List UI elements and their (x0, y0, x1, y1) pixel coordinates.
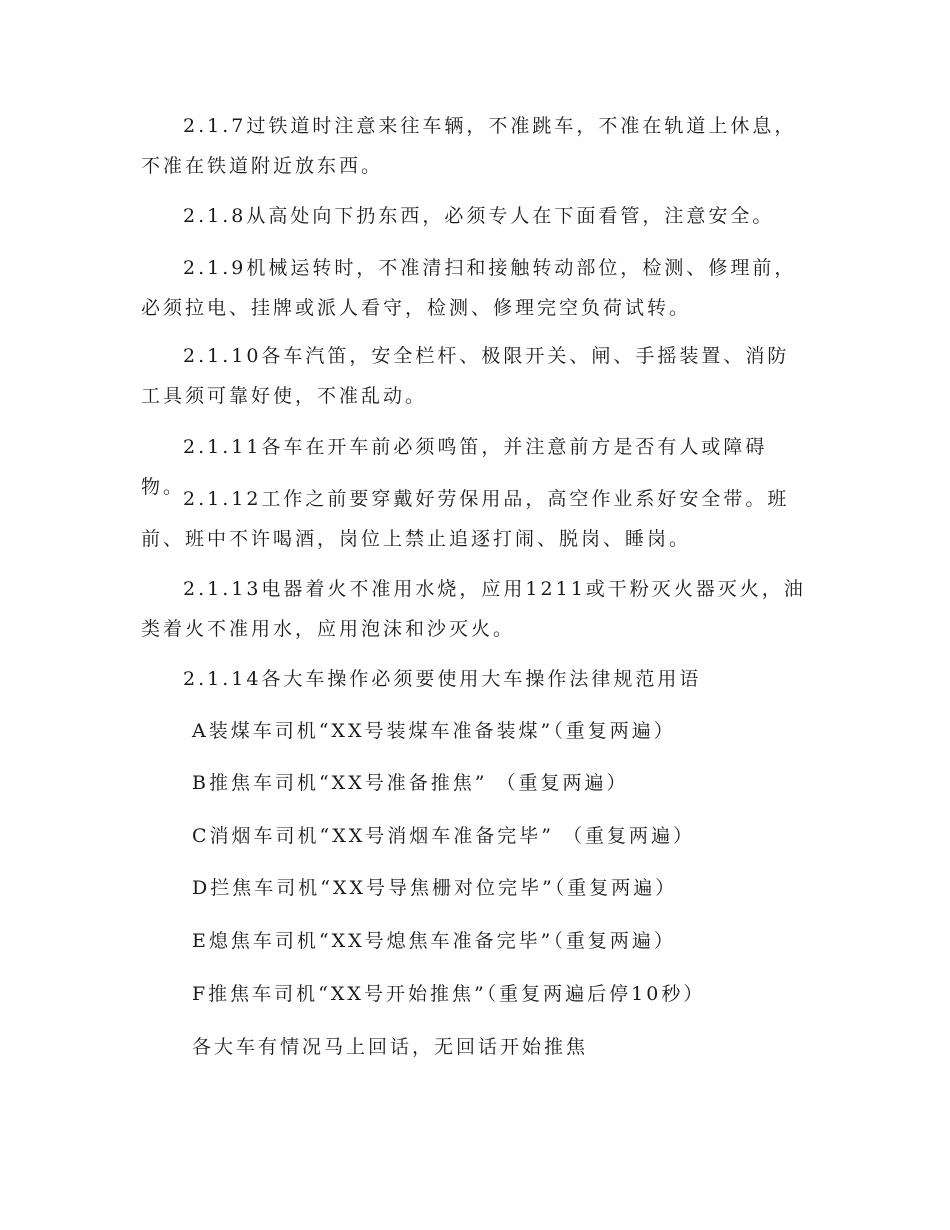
list-item-d: D拦焦车司机“XX号导焦栅对位完毕”（重复两遍） (192, 877, 678, 899)
paragraph-2-1-14: 2.1.14各大车操作必须要使用大车操作法律规范用语 (183, 668, 702, 690)
paragraph-2-1-12: 2.1.12工作之前要穿戴好劳保用品，高空作业系好安全带。班前、班中不许喝酒，岗位上禁止追逐打闹、脱岗、睡岗。 (141, 488, 790, 550)
paragraph-2-1-13: 2.1.13电器着火不准用水烧，应用1211或干粉灭火器灭火，油类着火不准用水，应用泡沫和沙灭火。 (141, 578, 806, 640)
closing-note: 各大车有情况马上回话，无回话开始推焦 (192, 1036, 589, 1058)
paragraph-2-1-9: 2.1.9机械运转时，不准清扫和接触转动部位，检测、修理前，必须拉电、挂牌或派人看守，检测、修理完空负荷试转。 (141, 257, 797, 319)
paragraph-2-1-10: 2.1.10各车汽笛，安全栏杆、极限开关、闸、手摇装置、消防工具须可靠好使，不准乱动。 (141, 345, 790, 407)
list-item-c: C消烟车司机“XX号消烟车准备完毕” （重复两遍） (192, 825, 696, 847)
list-item-f: F推焦车司机“XX号开始推焦”（重复两遍后停10秒） (192, 983, 706, 1005)
paragraph-2-1-8: 2.1.8从高处向下扔东西，必须专人在下面看管，注意安全。 (183, 205, 775, 227)
paragraph-2-1-7: 2.1.7过铁道时注意来往车辆，不准跳车，不准在轨道上休息，不准在铁道附近放东西。 (141, 115, 797, 177)
list-item-a: A装煤车司机“XX号装煤车准备装煤”（重复两遍） (192, 720, 676, 742)
list-item-b: B推焦车司机“XX号准备推焦” （重复两遍） (192, 772, 629, 794)
list-item-e: E熄焦车司机“XX号熄焦车准备完毕”（重复两遍） (192, 930, 676, 952)
paragraph-2-1-11: 2.1.11各车在开车前必须鸣笛，并注意前方是否有人或障碍物。 (141, 436, 768, 498)
